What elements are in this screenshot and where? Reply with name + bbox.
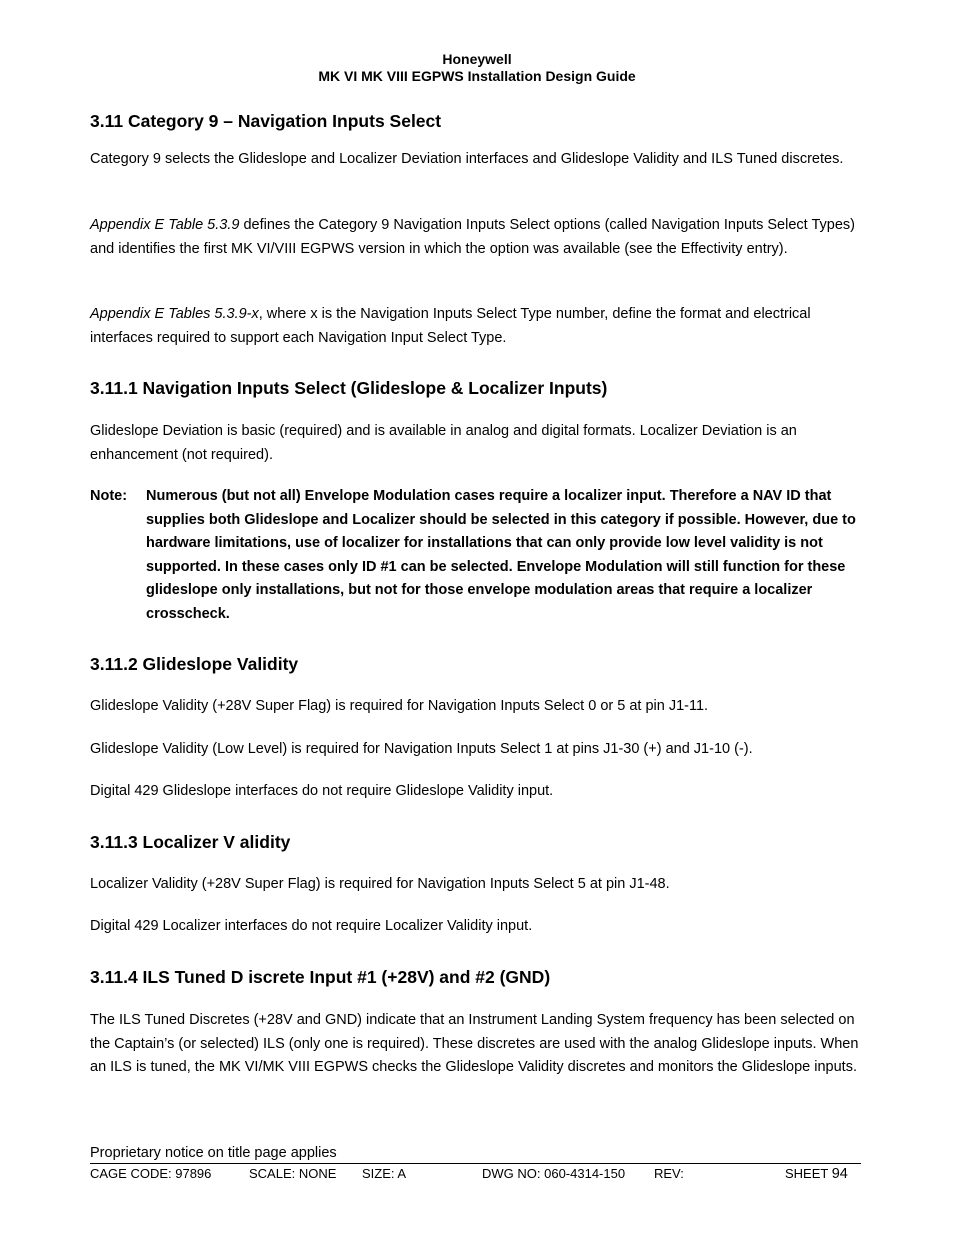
section-3-11-para1: Category 9 selects the Glideslope and Localizer Deviation interfaces and Glideslope Validity and ILS Tuned discretes. [90, 151, 844, 167]
section-3-11-para2-text: defines the Category 9 Navigation Inputs Select options (called Navigation Inputs Select Types) and identifies the first MK VI/VIII EGPWS version in which the option was available (see the Effectivity entry). [90, 217, 855, 257]
page-header [0, 51, 954, 85]
footer-sheet-number: 94 [831, 1166, 848, 1182]
section-3-11-para3-block [90, 303, 870, 350]
section-3-11-4-heading: 3.11.4 ILS Tuned D iscrete Input #1 (+28V) and #2 (GND) [90, 967, 551, 987]
section-3-11-3-para1: Localizer Validity (+28V Super Flag) is required for Navigation Inputs Select 5 at pin J1-48. [90, 876, 670, 892]
section-3-11-2-para3: Digital 429 Glideslope interfaces do not require Glideslope Validity input. [90, 783, 554, 799]
footer-rev: REV: [654, 1166, 684, 1181]
section-3-11-para2 [90, 214, 870, 261]
appendix-ref-tables: Appendix E Tables 5.3.9-x [90, 306, 259, 322]
section-3-11-1-heading-block [90, 377, 870, 399]
section-3-11-4-para1: The ILS Tuned Discretes (+28V and GND) indicate that an Instrument Landing System frequency has been selected on the Captain’s (or selected) ILS (only one is required). These discretes are used with the analog Glideslope inputs. When an ILS is tuned, the MK VI/MK VIII EGPWS checks the Glideslope Validity discretes and monitors the Glideslope inputs. [90, 1012, 859, 1075]
section-3-11-heading: 3.11 Category 9 – Navigation Inputs Select [90, 111, 442, 131]
section-3-11-3-heading: 3.11.3 Localizer V alidity [90, 832, 291, 852]
appendix-ref-table: Appendix E Table 5.3.9 [90, 217, 240, 233]
footer-size: SIZE: A [362, 1166, 407, 1181]
section-3-11-heading-block [90, 110, 870, 132]
section-3-11-para2-block [90, 214, 870, 261]
section-3-11-3-para2: Digital 429 Localizer interfaces do not require Localizer Validity input. [90, 918, 533, 934]
header-company: Honeywell [442, 51, 512, 67]
section-3-11-1-heading: 3.11.1 Navigation Inputs Select (Glideslope & Localizer Inputs) [90, 378, 608, 398]
section-3-11-1-para1: Glideslope Deviation is basic (required) and is available in analog and digital formats. Localizer Deviation is an enhancement (not required). [90, 423, 797, 463]
proprietary-notice: Proprietary notice on title page applies [90, 1145, 337, 1161]
section-3-11-2-para1: Glideslope Validity (+28V Super Flag) is required for Navigation Inputs Select 0 or 5 at pin J1-11. [90, 698, 709, 714]
section-3-11-3-heading-block [90, 831, 870, 853]
section-3-11-4-para1-block [90, 1009, 870, 1080]
section-3-11-para1-block [90, 148, 870, 172]
section-3-11-3-para2-block [90, 915, 870, 939]
note-label: Note: [90, 488, 128, 504]
footer-divider [90, 1163, 861, 1164]
section-3-11-2-para1-block [90, 695, 870, 719]
footer-sheet [785, 1166, 848, 1182]
footer-cage-code: CAGE CODE: 97896 [90, 1166, 212, 1181]
footer-sheet-label: SHEET [785, 1166, 829, 1181]
note-block [90, 485, 870, 626]
section-3-11-2-para3-block [90, 780, 870, 804]
section-3-11-2-para2-block [90, 738, 870, 762]
note-text: Numerous (but not all) Envelope Modulation cases require a localizer input. Therefore a NAV ID that supplies both Glideslope and Localizer should be selected in this category if possible. However, due to hardware limitations, use of localizer for installations that can only provide low level validity is not supported. In these cases only ID #1 can be selected. Envelope Modulation will still function for these glideslope only installations, but not for those envelope modulation areas that require a localizer crosscheck. [146, 488, 856, 622]
section-3-11-para3 [90, 303, 870, 350]
section-3-11-2-para2: Glideslope Validity (Low Level) is required for Navigation Inputs Select 1 at pins J1-30 (+) and J1-10 (-). [90, 741, 753, 757]
section-3-11-para3-text: , where x is the Navigation Inputs Select Type number, define the format and electrical interfaces required to support each Navigation Input Select Type. [90, 306, 811, 346]
footer-scale: SCALE: NONE [249, 1166, 337, 1181]
section-3-11-3-para1-block [90, 873, 870, 897]
header-doc-title: MK VI MK VIII EGPWS Installation Design Guide [318, 68, 636, 84]
footer-dwg-no: DWG NO: 060-4314-150 [482, 1166, 626, 1181]
section-3-11-4-heading-block [90, 966, 870, 988]
section-3-11-2-heading-block [90, 653, 870, 675]
section-3-11-1-para1-block [90, 420, 870, 467]
section-3-11-2-heading: 3.11.2 Glideslope Validity [90, 654, 299, 674]
